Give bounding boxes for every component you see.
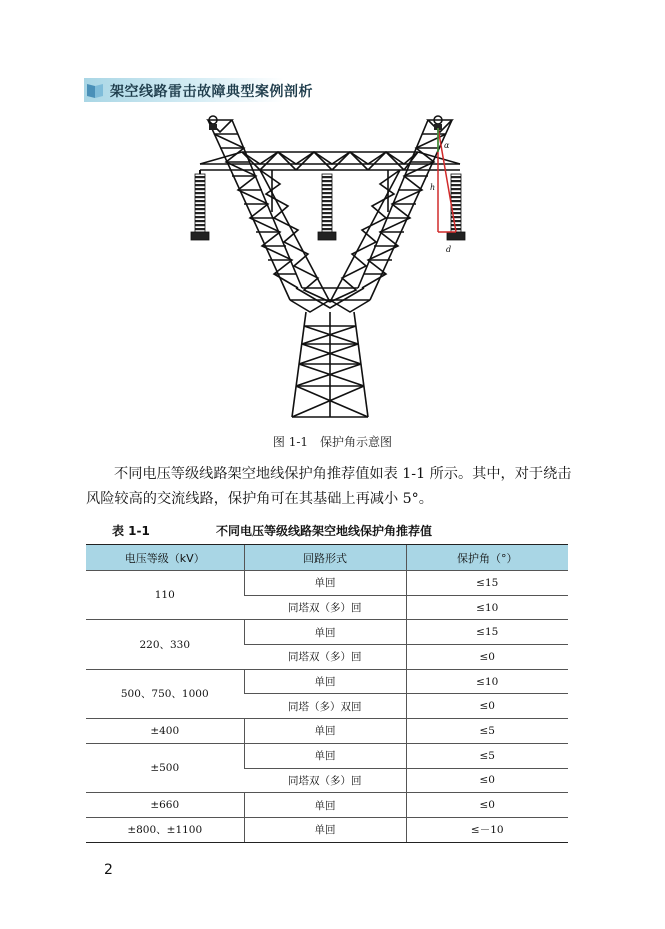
tower-structure — [200, 120, 460, 417]
tower-figure — [180, 112, 480, 424]
label-h: h — [430, 183, 436, 192]
cell-angle: ≤0 — [406, 793, 568, 818]
cell-voltage: 500、750、1000 — [86, 669, 244, 718]
cell-circuit: 同塔双（多）回 — [244, 768, 406, 793]
cell-circuit: 单回 — [244, 719, 406, 744]
cell-circuit: 单回 — [244, 793, 406, 818]
protection-angle-table — [86, 544, 568, 843]
cell-angle: ≤－10 — [406, 817, 568, 842]
table-header-row — [86, 545, 568, 571]
table-row — [86, 669, 568, 694]
cell-voltage: ±660 — [86, 793, 244, 818]
body-paragraph — [86, 462, 580, 512]
figure-caption: 图 1-1 保护角示意图 — [272, 435, 393, 449]
header-voltage: 电压等级（kV） — [86, 545, 244, 571]
page-number: 2 — [104, 862, 113, 878]
table-number: 表 1-1 — [112, 524, 150, 538]
cell-angle: ≤15 — [406, 620, 568, 645]
cell-voltage: 220、330 — [86, 620, 244, 669]
table-row — [86, 793, 568, 818]
cell-voltage: 110 — [86, 571, 244, 620]
cell-circuit: 同塔双（多）回 — [244, 595, 406, 620]
cell-circuit: 单回 — [244, 669, 406, 694]
header-title: 架空线路雷击故障典型案例剖析 — [110, 84, 313, 100]
label-alpha: α — [444, 141, 450, 150]
cell-voltage: ±800、±1100 — [86, 817, 244, 842]
table-title: 不同电压等级线路架空地线保护角推荐值 — [216, 524, 433, 538]
ground-wire-clamps — [209, 116, 442, 130]
cell-angle: ≤0 — [406, 645, 568, 670]
book-icon — [86, 81, 104, 99]
cell-circuit: 单回 — [244, 620, 406, 645]
cell-angle: ≤0 — [406, 694, 568, 719]
cell-circuit: 同塔（多）双回 — [244, 694, 406, 719]
cell-circuit: 单回 — [244, 817, 406, 842]
insulator-middle — [318, 174, 336, 240]
cell-circuit: 单回 — [244, 571, 406, 596]
table-row — [86, 817, 568, 842]
table-row — [86, 743, 568, 768]
cell-circuit: 单回 — [244, 743, 406, 768]
label-d: d — [446, 245, 452, 254]
cell-voltage: ±500 — [86, 743, 244, 792]
header-angle: 保护角（°） — [406, 545, 568, 571]
cell-voltage: ±400 — [86, 719, 244, 744]
cell-angle: ≤5 — [406, 743, 568, 768]
cell-angle: ≤10 — [406, 595, 568, 620]
header-circuit: 回路形式 — [244, 545, 406, 571]
cell-angle: ≤15 — [406, 571, 568, 596]
table-row — [86, 571, 568, 596]
cell-angle: ≤0 — [406, 768, 568, 793]
paragraph-text: 不同电压等级线路架空地线保护角推荐值如表 1-1 所示。其中，对于绕击风险较高的交流线路，保护角可在其基础上再减小 5°。 — [86, 466, 572, 507]
running-header — [84, 78, 313, 102]
table-row — [86, 620, 568, 645]
table-row — [86, 719, 568, 744]
cell-circuit: 同塔双（多）回 — [244, 645, 406, 670]
insulator-left — [191, 170, 209, 240]
cell-angle: ≤10 — [406, 669, 568, 694]
cell-angle: ≤5 — [406, 719, 568, 744]
